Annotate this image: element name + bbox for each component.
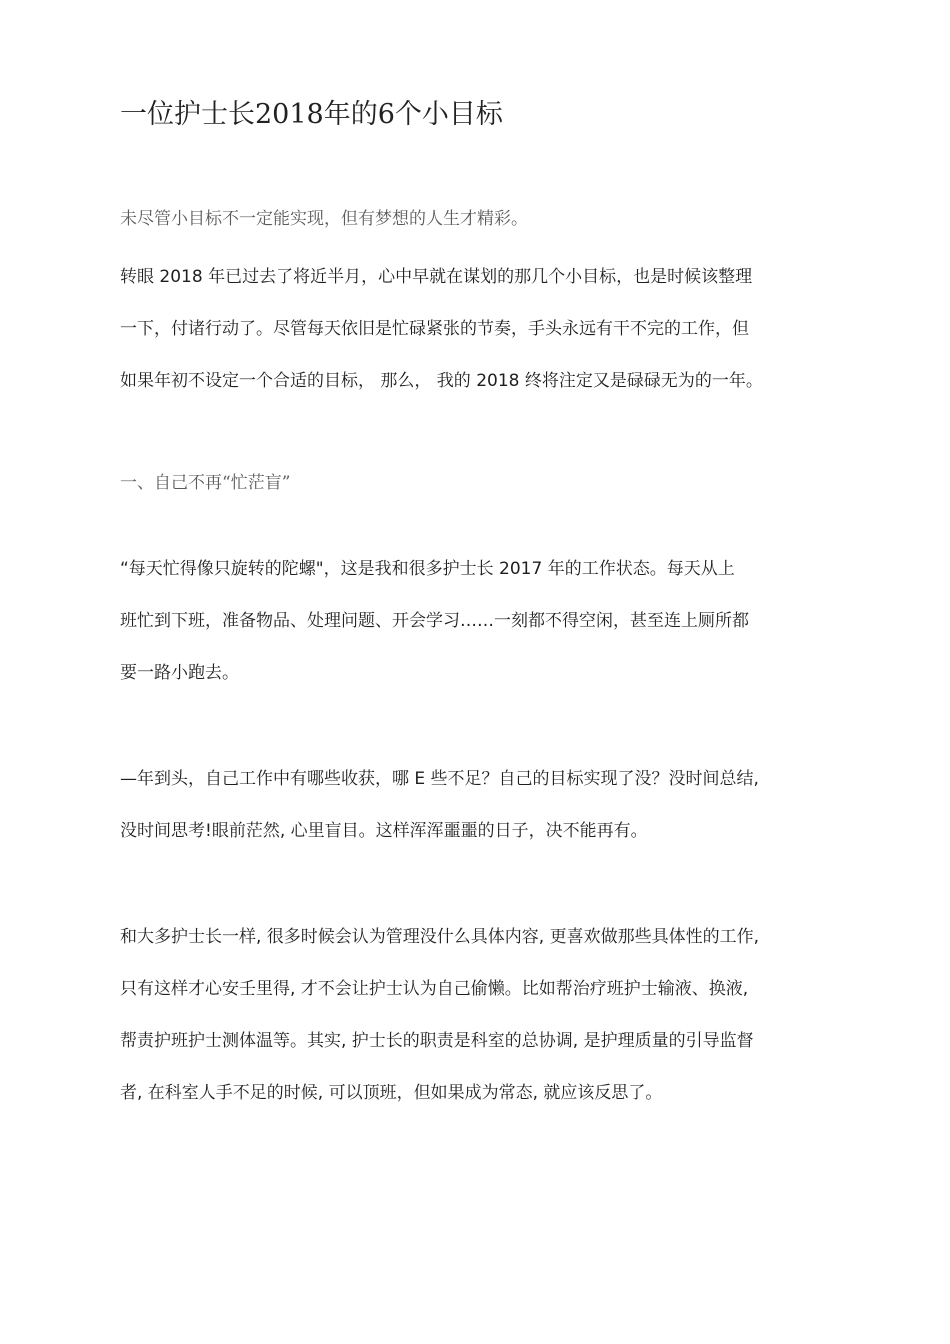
- section-heading: 一、自己不再“忙茫盲”: [120, 473, 291, 493]
- intro-paragraph: [120, 263, 763, 419]
- section-paragraph-2: [120, 765, 759, 869]
- paragraph-line: 和大多护士长一样, 很多时候会认为管理没什么具体内容, 更喜欢做那些具体性的工作,: [120, 927, 760, 947]
- paragraph-line: 如果年初不设定一个合适的目标， 那么， 我的 2018 终将注定又是碌碌无为的一年。: [120, 371, 763, 391]
- paragraph-line: 只有这样才心安壬里得, 才不会让护士认为自己偷懒。比如帮治疗班护士输液、换液,: [120, 979, 749, 999]
- paragraph-line: “每天忙得像只旋转的陀螺"，这是我和很多护士长 2017 年的工作状态。每天从上: [120, 559, 735, 579]
- section-paragraph-3: [120, 923, 759, 1131]
- document-title: 一位护士长2018年的6个小目标: [120, 99, 503, 130]
- paragraph-line: 没时间思考!眼前茫然, 心里盲目。这样浑浑噩噩的日子，决不能再有。: [120, 821, 648, 841]
- paragraph-line: 要一路小跑去。: [120, 663, 239, 683]
- paragraph-line: 转眼 2018 年已过去了将近半月，心中早就在谋划的那几个小目标，也是时候该整理: [120, 267, 753, 287]
- paragraph-line: 者, 在科室人手不足的时候, 可以顶班，但如果成为常态, 就应该反思了。: [120, 1083, 663, 1103]
- paragraph-line: 帮责护班护士测体温等。其实, 护士长的职责是科室的总协调, 是护理质量的引导监督: [120, 1031, 754, 1051]
- section-paragraph-1: [120, 555, 749, 711]
- paragraph-line: 班忙到下班，准备物品、处理问题、开会学习……一刻都不得空闲，甚至连上厕所都: [120, 611, 749, 631]
- document-subtitle: 未尽管小目标不一定能实现，但有梦想的人生才精彩。: [120, 209, 528, 229]
- paragraph-line: 一下，付诸行动了。尽管每天依旧是忙碌紧张的节奏，手头永远有干不完的工作，但: [120, 319, 749, 339]
- paragraph-line: —年到头，自己工作中有哪些收获，哪 E 些不足？自己的目标实现了没？没时间总结,: [120, 769, 759, 789]
